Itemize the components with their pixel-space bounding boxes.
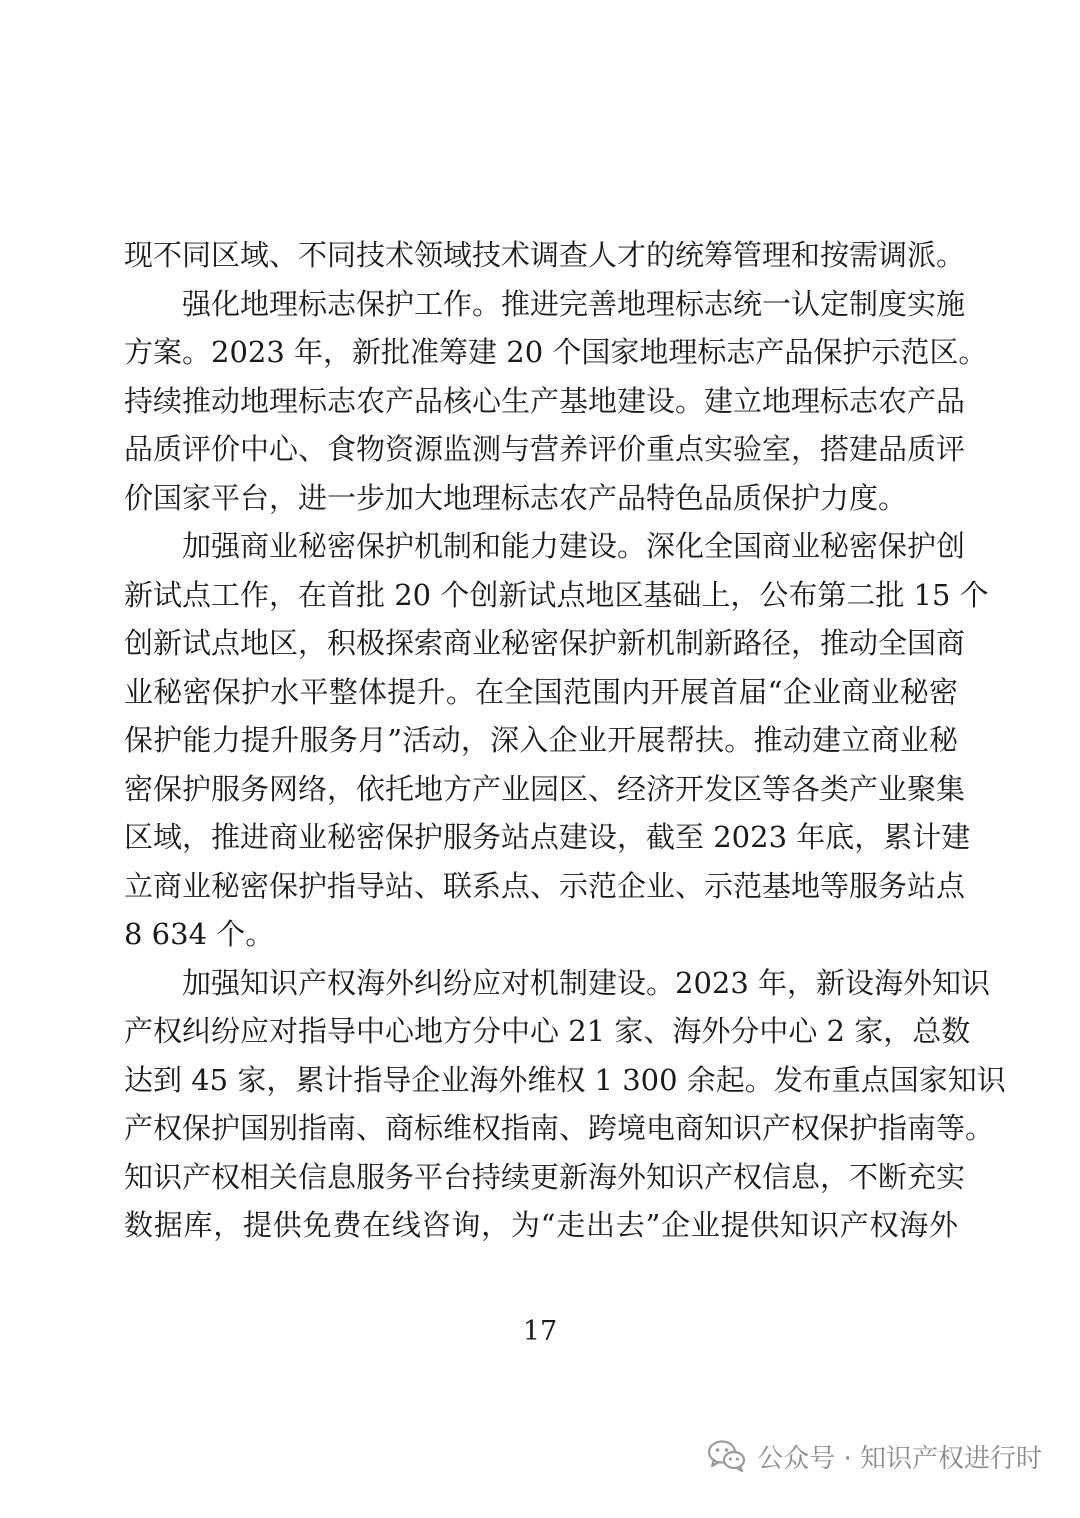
text-line: 产权保护国别指南、商标维权指南、跨境电商知识产权保护指南等。: [124, 1111, 995, 1145]
paragraph-start-line: 强化地理标志保护工作。推进完善地理标志统一认定制度实施: [182, 286, 966, 321]
account-watermark: [707, 1436, 1042, 1476]
text-line: 创新试点地区，积极探索商业秘密保护新机制新路径，推动全国商: [124, 626, 966, 660]
text-line: 保护能力提升服务月”活动，深入企业开展帮扶。推动建立商业秘: [124, 723, 958, 757]
text-line: 数据库，提供免费在线咨询，为“走出去”企业提供知识产权海外: [124, 1208, 958, 1242]
text-line: 持续推动地理标志农产品核心生产基地建设。建立地理标志农产品: [124, 383, 966, 418]
body-text: [124, 231, 1006, 1250]
text-line: 区域，推进商业秘密保护服务站点建设，截至 2023 年底，累计建: [124, 820, 971, 854]
text-line: 密保护服务网络，依托地方产业园区、经济开发区等各类产业聚集: [124, 771, 966, 806]
paragraph-start-line: 加强知识产权海外纠纷应对机制建设。2023 年，新设海外知识: [182, 965, 991, 1000]
wechat-icon: [707, 1439, 747, 1473]
page-number: 17: [522, 1316, 558, 1347]
text-line: 产权纠纷应对指导中心地方分中心 21 家、海外分中心 2 家，总数: [124, 1014, 971, 1048]
text-line: 方案。2023 年，新批准筹建 20 个国家地理标志产品保护示范区。: [124, 335, 988, 369]
text-line: 品质评价中心、食物资源监测与营养评价重点实验室，搭建品质评: [124, 432, 966, 466]
watermark-text: 公众号 · 知识产权进行时: [757, 1443, 1042, 1474]
paragraph-start-line: 加强商业秘密保护机制和能力建设。深化全国商业秘密保护创: [182, 529, 966, 563]
text-line: 价国家平台，进一步加大地理标志农产品特色品质保护力度。: [124, 480, 908, 515]
text-line: 知识产权相关信息服务平台持续更新海外知识产权信息，不断充实: [124, 1159, 966, 1194]
text-line: 新试点工作，在首批 20 个创新试点地区基础上，公布第二批 15 个: [124, 577, 989, 612]
text-line: 立商业秘密保护指导站、联系点、示范企业、示范基地等服务站点: [124, 868, 966, 903]
text-line: 现不同区域、不同技术领域技术调查人才的统筹管理和按需调派。: [124, 238, 966, 272]
text-line: 8 634 个。: [124, 917, 275, 951]
text-line: 业秘密保护水平整体提升。在全国范围内开展首届“企业商业秘密: [124, 674, 958, 709]
text-line: 达到 45 家，累计指导企业海外维权 1 300 余起。发布重点国家知识: [124, 1062, 1006, 1097]
